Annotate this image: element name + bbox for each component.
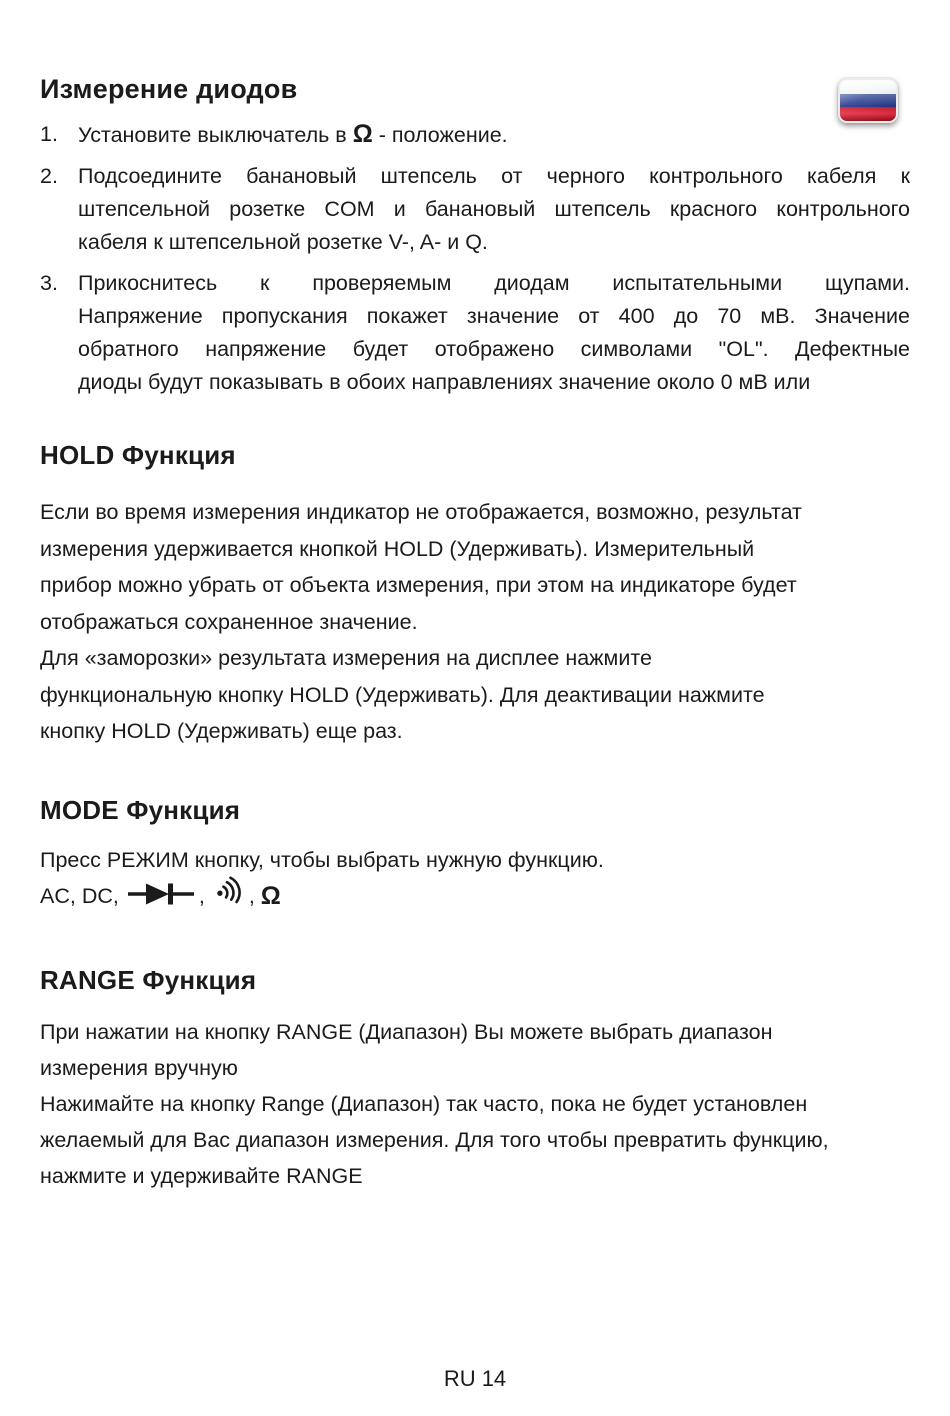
diode-measurement-list <box>40 118 910 399</box>
range-paragraph-1 <box>40 1014 910 1086</box>
text-line: Пресс РЕЖИМ кнопку, чтобы выбрать нужную функцию. <box>40 847 604 872</box>
text-line: прибор можно убрать от объекта измерения, при этом на индикаторе будет <box>40 573 797 597</box>
list-item-2 <box>40 160 910 259</box>
mode-section-heading: MODE Функция <box>40 794 241 825</box>
range-section-heading: RANGE Функция <box>40 965 257 995</box>
text-line <box>78 118 910 152</box>
text-line: Подсоедините банановый штепсель от черного контрольного кабеля к <box>78 164 910 188</box>
text-line: желаемый для Вас диапазон измерения. Для того чтобы превратить функцию, <box>40 1128 829 1152</box>
text-line: Если во время измерения индикатор не отображается, возможно, результат <box>40 500 802 524</box>
list-item-1 <box>40 118 910 152</box>
text-line: обратного напряжение будет отображено символами "OL". Дефектные <box>78 337 910 361</box>
mode-paragraph <box>40 842 910 879</box>
text-line: кабеля к штепсельной розетке V-, A- и Q. <box>78 230 488 254</box>
text-fragment: - положение. <box>372 123 508 147</box>
text-fragment: Установите выключатель в <box>78 123 353 147</box>
text-line: измерения вручную <box>40 1056 238 1080</box>
mode-symbols-prefix: AC, DC, <box>40 884 119 908</box>
page-title: Измерение диодов <box>40 74 298 104</box>
text-line: диоды будут показывать в обоих направлениях значение около 0 мВ или <box>78 370 811 394</box>
omega-symbol: Ω <box>352 120 373 148</box>
text-line: штепсельной розетке COM и банановый штепсель красного контрольного <box>78 197 910 221</box>
mode-symbols-separator: , <box>198 884 205 908</box>
diode-icon <box>128 881 194 913</box>
text-line: кнопку HOLD (Удерживать) еще раз. <box>40 719 403 743</box>
text-line: Нажимайте на кнопку Range (Диапазон) так часто, пока не будет установлен <box>40 1092 808 1116</box>
text-line: функциональную кнопку HOLD (Удерживать). Для деактивации нажмите <box>40 682 765 707</box>
hold-section-heading: HOLD Функция <box>40 440 236 470</box>
mode-symbols-separator: , <box>248 884 255 908</box>
text-line: Напряжение пропускания покажет значение от 400 до 70 мВ. Значение <box>78 304 910 328</box>
hold-paragraph-2 <box>40 640 910 750</box>
text-line: нажмите и удерживайте RANGE <box>40 1164 363 1188</box>
list-item-3 <box>40 267 910 399</box>
text-line: При нажатии на кнопку RANGE (Диапазон) Вы можете выбрать диапазон <box>40 1020 773 1044</box>
continuity-sound-icon <box>215 875 247 911</box>
text-line: измерения удерживается кнопкой HOLD (Удерживать). Измерительный <box>40 536 755 561</box>
manual-page <box>0 72 950 1194</box>
text-line: отображаться сохраненное значение. <box>40 609 418 634</box>
page-footer: RU 14 <box>443 1366 507 1391</box>
text-line: Прикоснитесь к проверяемым диодам испытательными щупами. <box>78 271 910 295</box>
list-number: 2. <box>40 164 58 188</box>
russian-flag-icon <box>838 78 898 123</box>
range-paragraph-2 <box>40 1086 910 1194</box>
flag-gloss-overlay <box>840 80 896 121</box>
hold-paragraph-1 <box>40 494 910 640</box>
omega-symbol: Ω <box>260 882 281 910</box>
mode-symbols-row <box>40 878 910 915</box>
text-line: Для «заморозки» результата измерения на дисплее нажмите <box>40 646 652 670</box>
list-number: 3. <box>40 271 58 295</box>
list-number: 1. <box>40 122 58 146</box>
